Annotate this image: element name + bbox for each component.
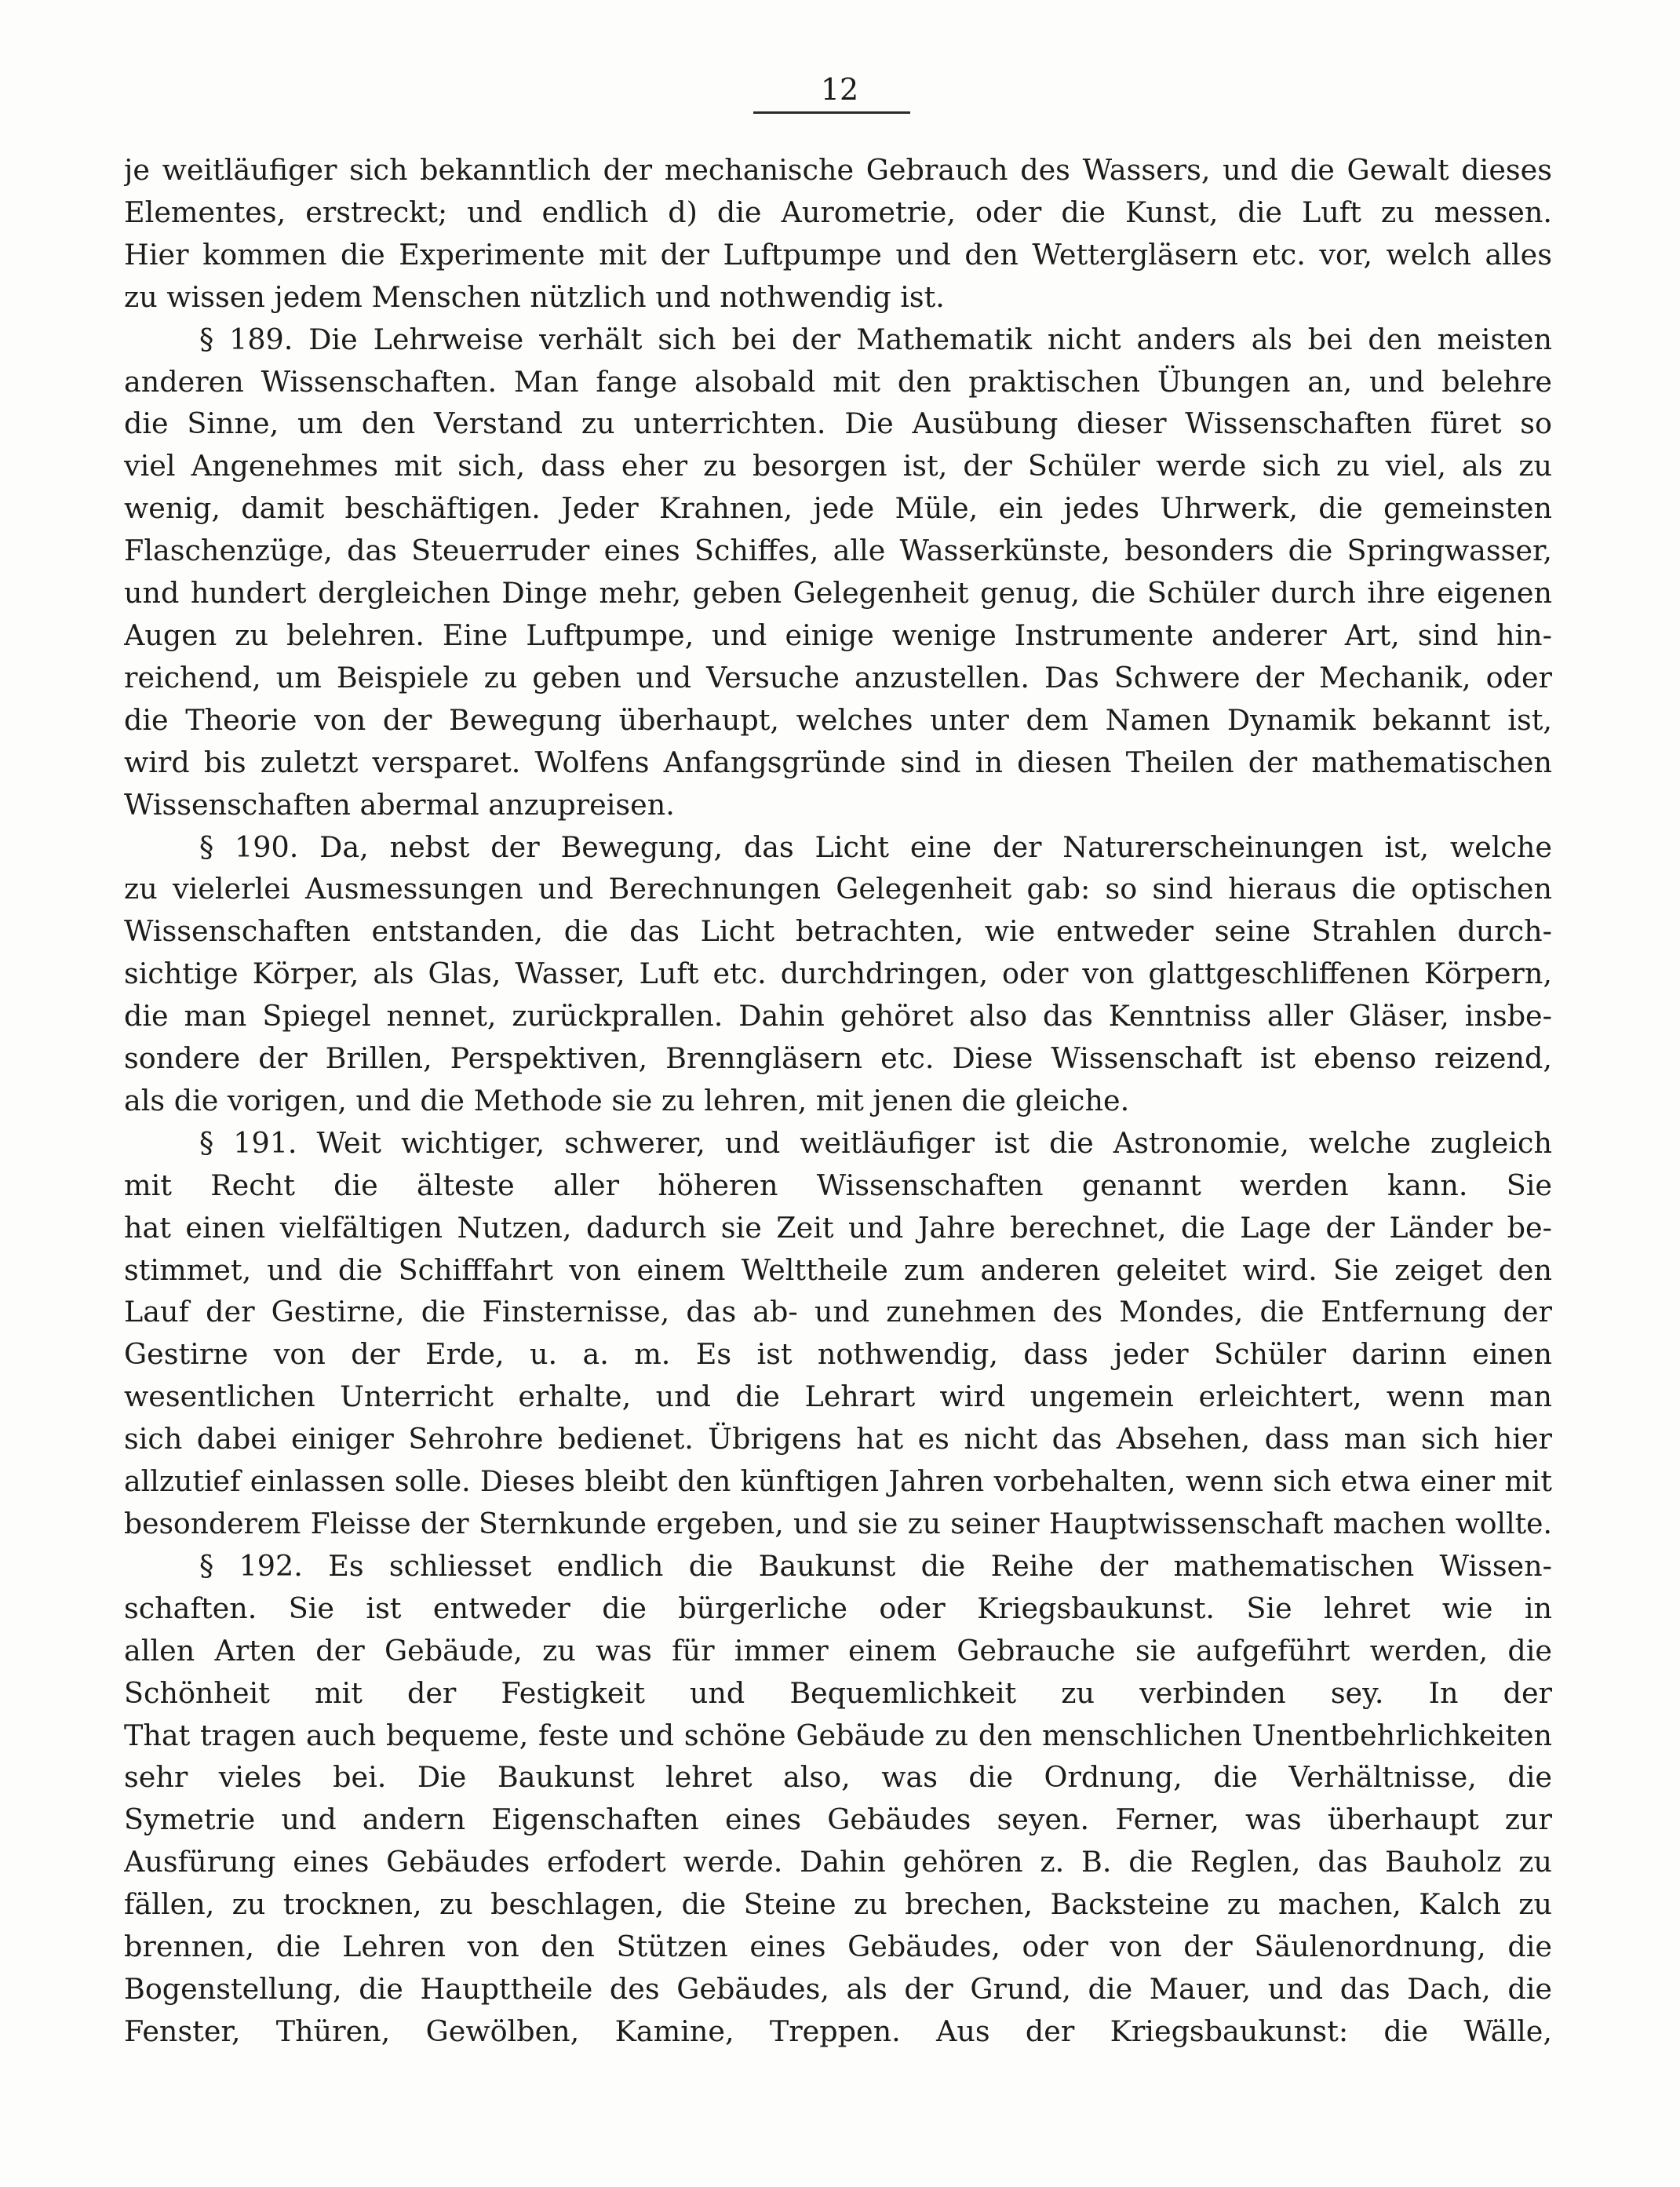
paragraph-191-start: § 191. Weit wichtiger, schwerer, und weitläufiger ist die Astronomie, welche zugleich (199, 1125, 1552, 1160)
text-line: sondere der Brillen, Perspektiven, Brenngläsern etc. Diese Wissenschaft ist ebenso reizend, (124, 1041, 1552, 1076)
paragraph-190-start: § 190. Da, nebst der Bewegung, das Licht eine der Naturerscheinungen ist, welche (199, 829, 1552, 864)
paragraph-189-start: § 189. Die Lehrweise verhält sich bei der Mathematik nicht anders als bei den meisten (199, 322, 1552, 356)
text-line: Lauf der Gestirne, die Finsternisse, das ab- und zunehmen des Mondes, die Entfernung der (124, 1295, 1552, 1329)
text-line: sehr vieles bei. Die Baukunst lehret also, was die Ordnung, die Verhältnisse, die (124, 1760, 1552, 1795)
text-line: allzutief einlassen solle. Dieses bleibt den künftigen Jahren vorbehalten, wenn sich etwa einer mit (124, 1464, 1552, 1499)
text-line: Augen zu belehren. Eine Luftpumpe, und einige wenige Instrumente anderer Art, sind hin- (124, 618, 1552, 652)
text-line: und hundert dergleichen Dinge mehr, geben Gelegenheit genug, die Schüler durch ihre eigenen (124, 576, 1552, 611)
page-number: 12 (820, 72, 859, 107)
text-line: reichend, um Beispiele zu geben und Versuche anzustellen. Das Schwere der Mechanik, oder (124, 660, 1552, 694)
page-number-rule (753, 111, 910, 114)
body-text (124, 149, 1552, 2053)
text-line: die man Spiegel nennet, zurückprallen. Dahin gehöret also das Kenntniss aller Gläser, insbe- (124, 999, 1552, 1033)
text-line: wesentlichen Unterricht erhalte, und die Lehrart wird ungemein erleichtert, wenn man (124, 1380, 1552, 1414)
text-line: wenig, damit beschäftigen. Jeder Krahnen, jede Müle, ein jedes Uhrwerk, die gemeinsten (124, 491, 1552, 526)
text-line: allen Arten der Gebäude, zu was für immer einem Gebrauche sie aufgeführt werden, die (124, 1633, 1552, 1668)
text-line: fällen, zu trocknen, zu beschlagen, die Steine zu brechen, Backsteine zu machen, Kalch zu (124, 1887, 1552, 1922)
text-line: wird bis zuletzt versparet. Wolfens Anfangsgründe sind in diesen Theilen der mathematischen (124, 745, 1552, 779)
text-line: Ausfürung eines Gebäudes erfodert werde. Dahin gehören z. B. die Reglen, das Bauholz zu (124, 1845, 1552, 1879)
text-line: je weitläufiger sich bekanntlich der mechanische Gebrauch des Wassers, und die Gewalt dieses (124, 153, 1552, 187)
text-line: Wissenschaften entstanden, die das Licht betrachten, wie entweder seine Strahlen durch- (124, 914, 1552, 949)
text-line: Fenster, Thüren, Gewölben, Kamine, Treppen. Aus der Kriegsbaukunst: die Wälle, (124, 2014, 1552, 2048)
text-line: Hier kommen die Experimente mit der Luftpumpe und den Wettergläsern etc. vor, welch alles (124, 237, 1552, 272)
paragraph-192-start: § 192. Es schliesset endlich die Baukunst die Reihe der mathematischen Wissen- (199, 1548, 1552, 1583)
text-line: Bogenstellung, die Haupttheile des Gebäudes, als der Grund, die Mauer, und das Dach, die (124, 1971, 1552, 2006)
text-line: Symetrie und andern Eigenschaften eines Gebäudes seyen. Ferner, was überhaupt zur (124, 1802, 1552, 1837)
text-line: die Sinne, um den Verstand zu unterrichten. Die Ausübung dieser Wissenschaften füret so (124, 406, 1552, 441)
text-line: sichtige Körper, als Glas, Wasser, Luft etc. durchdringen, oder von glattgeschliffenen Körpern, (124, 957, 1552, 991)
text-line: schaften. Sie ist entweder die bürgerliche oder Kriegsbaukunst. Sie lehret wie in (124, 1591, 1552, 1625)
text-line: anderen Wissenschaften. Man fange alsobald mit den praktischen Übungen an, und belehre (124, 364, 1552, 399)
text-line: mit Recht die älteste aller höheren Wissenschaften genannt werden kann. Sie (124, 1168, 1552, 1202)
text-line: zu wissen jedem Menschen nützlich und nothwendig ist. (124, 279, 945, 314)
text-line: als die vorigen, und die Methode sie zu lehren, mit jenen die gleiche. (124, 1083, 1130, 1117)
text-line: Wissenschaften abermal anzupreisen. (124, 787, 675, 822)
text-line: sich dabei einiger Sehrohre bedienet. Übrigens hat es nicht das Absehen, dass man sich hier (124, 1422, 1552, 1456)
text-line: besonderem Fleisse der Sternkunde ergeben, und sie zu seiner Hauptwissenschaft machen wollte. (124, 1507, 1552, 1540)
text-line: Schönheit mit der Festigkeit und Bequemlichkeit zu verbinden sey. In der (124, 1675, 1552, 1710)
text-line: That tragen auch bequeme, feste und schöne Gebäude zu den menschlichen Unentbehrlichkeiten (124, 1718, 1552, 1752)
text-line: Flaschenzüge, das Steuerruder eines Schiffes, alle Wasserkünste, besonders die Springwasser, (124, 534, 1552, 568)
text-line: Gestirne von der Erde, u. a. m. Es ist nothwendig, dass jeder Schüler darinn einen (124, 1337, 1552, 1372)
text-line: brennen, die Lehren von den Stützen eines Gebäudes, oder von der Säulenordnung, die (124, 1930, 1552, 1964)
text-line: die Theorie von der Bewegung überhaupt, welches unter dem Namen Dynamik bekannt ist, (124, 702, 1552, 737)
text-line: viel Angenehmes mit sich, dass eher zu besorgen ist, der Schüler werde sich zu viel, als zu (124, 449, 1552, 483)
text-line: Elementes, erstreckt; und endlich d) die Aurometrie, oder die Kunst, die Luft zu messen. (124, 195, 1552, 229)
text-line: stimmet, und die Schifffahrt von einem Welttheile zum anderen geleitet wird. Sie zeiget den (124, 1252, 1552, 1287)
text-line: hat einen vielfältigen Nutzen, dadurch sie Zeit und Jahre berechnet, die Lage der Länder be- (124, 1210, 1552, 1245)
text-line: zu vielerlei Ausmessungen und Berechnungen Gelegenheit gab: so sind hieraus die optischen (124, 872, 1552, 906)
